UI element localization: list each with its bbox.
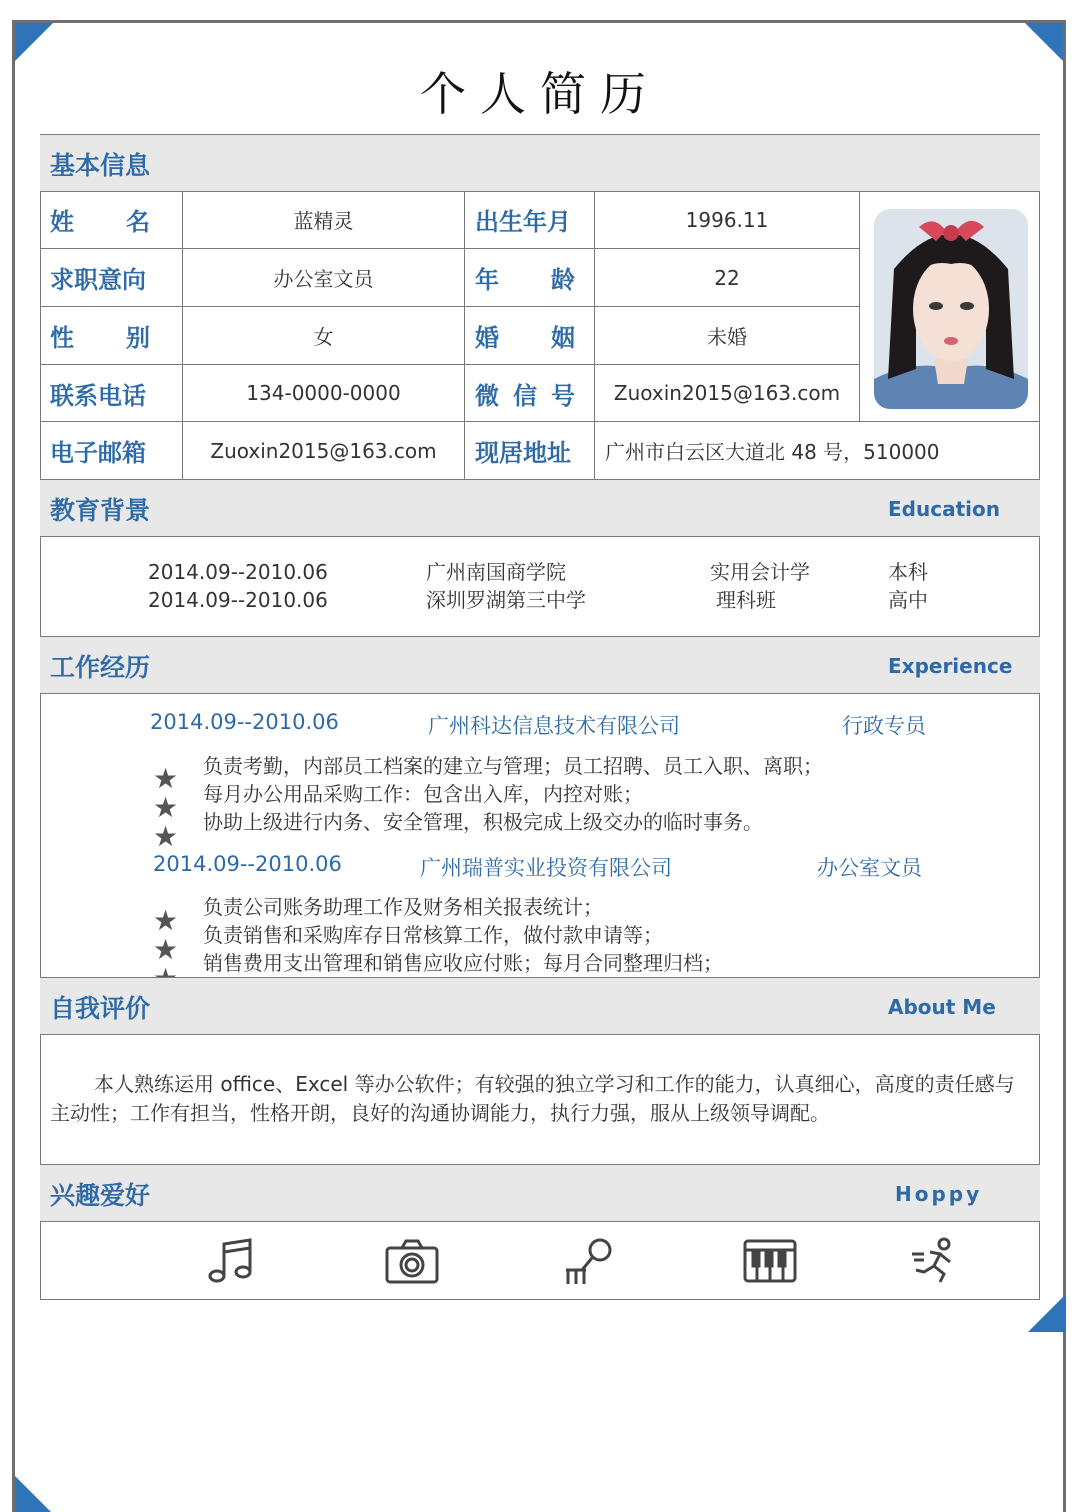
job-duty: 每月办公用品采购工作：包含出入库，内控对账； [203,782,643,806]
intent-label: 求职意向 [40,249,183,307]
label-char: 名 [126,208,150,236]
star-icons: ★ ★ [153,904,179,966]
label-char: 姻 [551,324,575,352]
label-char: 微 [475,381,499,410]
age-value: 22 [595,249,860,307]
education-degree: 本科 [888,560,928,584]
section-hobby-header [40,1164,1040,1222]
education-major: 实用会计学 [710,560,810,584]
education-school: 深圳罗湖第三中学 [426,588,586,612]
camera-icon [384,1236,440,1290]
section-work-header [40,636,1040,694]
job-duty: 负责销售和采购库存日常核算工作，做付款申请等； [203,923,663,947]
label-char: 龄 [551,266,575,294]
section-title: 兴趣爱好 [50,1181,151,1210]
job-duty: 负责考勤，内部员工档案的建立与管理；员工招聘、员工入职、离职； [203,754,823,778]
label-char: 性 [50,324,74,352]
star-icons: ★ ★ ★ [153,762,179,853]
corner-decoration [15,23,53,61]
education-major: 理科班 [716,588,776,612]
page-title: 个人简历 [420,67,660,121]
address-label: 现居地址 [465,422,595,479]
section-subtitle: Education [888,497,1000,521]
education-period: 2014.09--2010.06 [148,588,328,612]
job-duty: 负责公司账务助理工作及财务相关报表统计； [203,895,603,919]
name-label-cell [40,191,183,249]
intent-value: 办公室文员 [183,249,465,307]
job-period: 2014.09--2010.06 [153,852,342,876]
phone-label: 联系电话 [40,365,183,422]
job-period: 2014.09--2010.06 [150,710,339,734]
label-char: 姓 [50,208,74,236]
education-period: 2014.09--2010.06 [148,560,328,584]
job-role: 办公室文员 [817,856,922,880]
label-char: 婚 [475,324,499,352]
section-title: 自我评价 [50,994,151,1023]
label-char: 信 [513,381,537,410]
job-company: 广州科达信息技术有限公司 [428,714,680,738]
job-role: 行政专员 [842,714,926,738]
badminton-icon [562,1236,614,1290]
job-company: 广州瑞普实业投资有限公司 [420,856,672,880]
section-subtitle: Experience [888,654,1013,678]
marital-label-cell [465,307,595,365]
label-char: 年 [475,266,499,294]
wechat-label-cell [465,365,595,422]
music-icon [205,1236,255,1290]
section-about-header [40,977,1040,1035]
section-subtitle: About Me [888,995,996,1019]
birth-value: 1996.11 [595,191,860,249]
section-title: 基本信息 [50,151,151,180]
label-char: 号 [551,381,575,410]
section-basic-header [40,134,1040,192]
section-subtitle: Hoppy [895,1182,983,1206]
piano-icon [742,1236,798,1290]
section-education-header [40,479,1040,537]
gender-value: 女 [183,307,465,365]
phone-value: 134-0000-0000 [183,365,465,422]
email-value: Zuoxin2015@163.com [183,422,465,479]
label-char: 别 [126,324,150,352]
wechat-value: Zuoxin2015@163.com [595,365,860,422]
running-icon [910,1236,956,1290]
education-degree: 高中 [888,588,928,612]
job-duty: 销售费用支出管理和销售应收应付账；每月合同整理归档； [203,951,723,975]
birth-label: 出生年月 [465,191,595,249]
section-title: 教育背景 [50,496,151,525]
avatar [874,209,1028,409]
corner-decoration [1025,23,1063,61]
about-text: 本人熟练运用 office、Excel 等办公软件；有较强的独立学习和工作的能力，认真细心，高度的责任感与主动性；工作有担当，性格开朗，良好的沟通协调能力，执行力强，服从上级领导调配。 [50,1072,1015,1125]
gender-label-cell [40,307,183,365]
section-title: 工作经历 [50,653,151,682]
name-value: 蓝精灵 [183,191,465,249]
age-label-cell [465,249,595,307]
job-duty: 协助上级进行内务、安全管理，积极完成上级交办的临时事务。 [203,810,763,834]
email-label: 电子邮箱 [40,422,183,479]
education-school: 广州南国商学院 [426,560,566,584]
marital-value: 未婚 [595,307,860,365]
corner-decoration [15,1476,51,1512]
address-value: 广州市白云区大道北 48 号，510000 [605,440,940,464]
